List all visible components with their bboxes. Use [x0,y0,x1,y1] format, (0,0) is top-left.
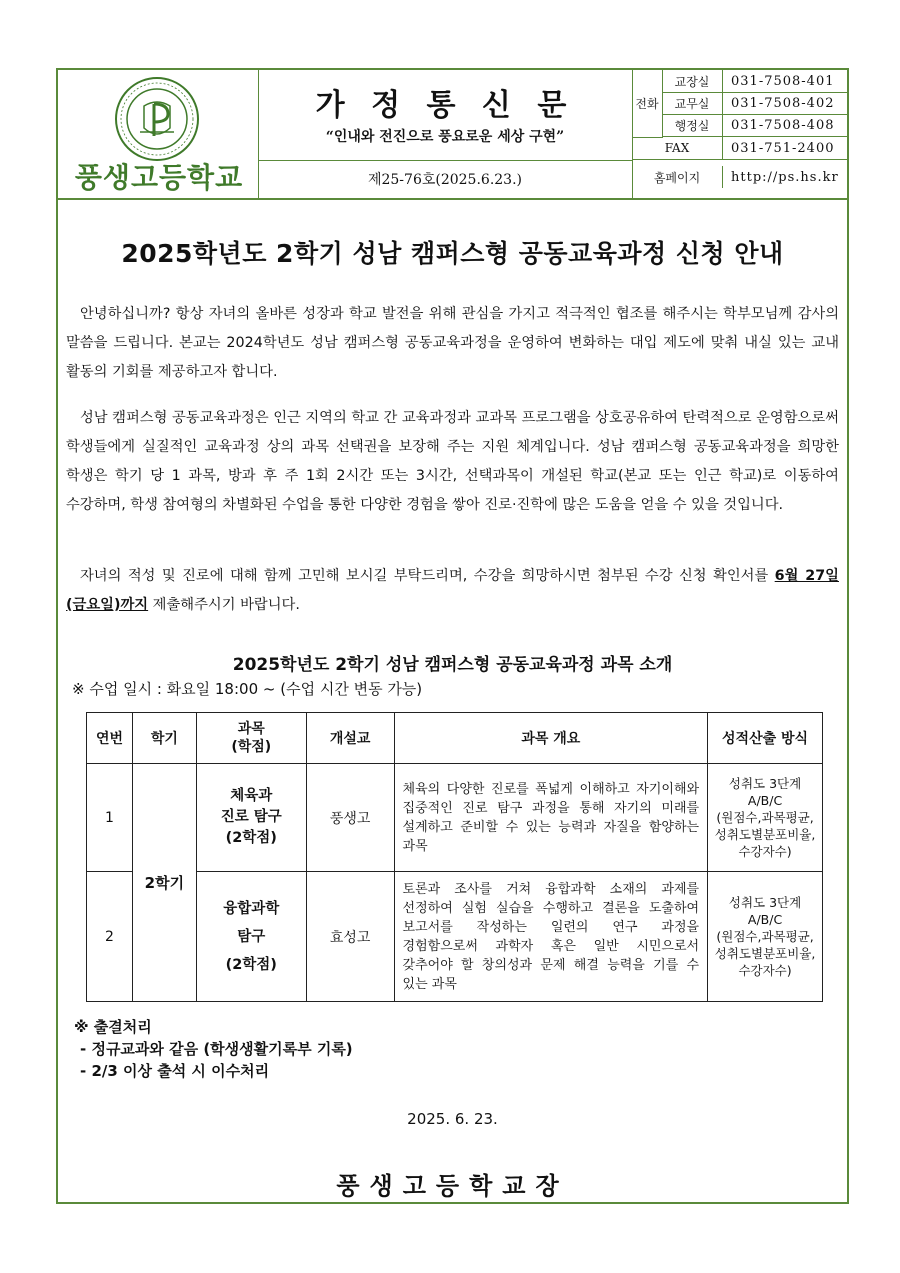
school-name: 풍생고등학교 [74,161,244,194]
grading-line: 성취도 3단계 [728,895,802,910]
attendance-item: - 2/3 이상 출석 시 이수처리 [80,1062,270,1080]
row-term: 2학기 [132,764,196,1002]
row-grading [708,872,823,1002]
row-school: 풍생고 [306,764,394,872]
col-subject-line: 과목 [237,721,265,737]
row-overview: 체육의 다양한 진로를 폭넓게 이해하고 자기이해와 집중적인 진로 탐구 과정을 통해 자기의 미래를 설계하고 준비할 수 있는 능력과 자질을 함양하는 과목 [394,764,708,872]
contact-table [632,70,847,198]
subject-line: (2학점) [225,830,277,846]
principal-signature: 풍생고등학교장 [336,1171,569,1200]
subject-line: 진로 탐구 [220,809,282,825]
contact-value: 031-7508-401 [731,73,835,89]
class-schedule: ※ 수업 일시 : 화요일 18:00 ~ (수업 시간 변동 가능) [72,680,423,698]
grading-line: (원점수,과목평균,성취도별분포비율,수강자수) [714,810,816,859]
fax-label: FAX [632,137,723,159]
contact-row-academic [662,92,847,115]
tel-label: 전화 [632,70,663,138]
notice-date: 2025. 6. 23. [407,1110,498,1128]
course-section-title: 2025학년도 2학기 성남 캠퍼스형 공동교육과정 과목 소개 [232,655,673,675]
paragraph-text: 자녀의 적성 및 진로에 대해 함께 고민해 보시길 부탁드리며, 수강을 희망하시면 첨부된 수강 신청 확인서를 [80,568,775,584]
school-motto: “인내와 전진으로 풍요로운 세상 구현” [325,129,565,145]
newsletter-title: 가 정 통 신 문 [315,88,575,123]
fax-value: 031-751-2400 [731,140,835,156]
paragraph-description [66,404,839,520]
row-grading [708,764,823,872]
contact-value: 031-7508-408 [731,117,835,133]
table-header-row [87,713,823,764]
main-title: 2025학년도 2학기 성남 캠퍼스형 공동교육과정 신청 안내 [121,239,784,268]
contact-row-fax [632,137,847,160]
contact-row-principal [662,70,847,93]
notice-frame [56,68,849,1204]
col-overview: 과목 개요 [394,713,708,764]
logo-area [58,70,259,198]
deadline: 6월 27일(금요일)까지 [66,568,839,613]
issue-area [258,160,633,198]
letterhead [58,70,847,200]
grading-line: 성취도 3단계 [728,776,802,791]
homepage-link[interactable]: http://ps.hs.kr [731,169,839,185]
attendance-notes [74,1016,353,1082]
subject-line: 탐구 [237,928,266,945]
col-no: 연번 [87,713,133,764]
col-school: 개설교 [306,713,394,764]
row-no: 2 [87,872,133,1002]
attendance-item: - 정규교과와 같음 (학생생활기록부 기록) [80,1040,353,1058]
subject-line: (2학점) [225,956,277,973]
contact-label: 행정실 [662,114,723,136]
attendance-title: ※ 출결처리 [74,1018,152,1036]
paragraph-text: 안녕하십니까? 항상 자녀의 올바른 성장과 학교 발전을 위해 관심을 가지고 적극적인 협조를 해주시는 학부모님께 감사의 말씀을 드립니다. 본교는 2024학년도 성남 캠퍼스형 공동교육과정을 운영하여 변화하는 대입 제도에 맞춰 내실 있는 교내 활동의 기회를 제공하고자 합니다. [66,306,839,380]
row-subject [196,764,306,872]
contact-row-admin [662,114,847,137]
contact-row-homepage [632,166,847,188]
school-emblem-icon [114,76,200,162]
row-overview: 토론과 조사를 거쳐 융합과학 소재의 과제를 선정하여 실험 실습을 수행하고 결론을 도출하여 보고서를 작성하는 일련의 연구 과정을 경험함으로써 과학자 혹은 일반 시민으로서 갖추어야 할 창의성과 문제 해결 능력을 기를 수 있는 과목 [394,872,708,1002]
paragraph-text: 성남 캠퍼스형 공동교육과정은 인근 지역의 학교 간 교육과정과 교과목 프로그램을 상호공유하여 탄력적으로 운영함으로써 학생들에게 실질적인 교육과정 상의 과목 선택권을 보장해 주는 지원 체계입니다. 성남 캠퍼스형 공동교육과정을 희망한 학생은 학기 당 1 과목, 방과 후 주 1회 2시간 또는 3시간, 선택과목이 개설된 학교(본교 또는 인근 학교)로 이동하여 수강하며, 학생 참여형의 차별화된 수업을 통한 다양한 경험을 쌓아 진로·진학에 많은 도움을 얻을 수 있을 것입니다. [66,410,839,513]
contact-label: 교장실 [662,70,723,92]
paragraph-text: 제출해주시기 바랍니다. [148,597,300,613]
row-subject [196,872,306,1002]
grading-line: A/B/C [747,793,783,808]
title-area [258,70,633,161]
grading-line: (원점수,과목평균,성취도별분포비율,수강자수) [714,929,816,978]
grading-line: A/B/C [747,912,783,927]
course-table [86,712,823,1002]
contact-label: 교무실 [662,92,723,114]
paragraph-request [66,562,839,620]
contact-value: 031-7508-402 [731,95,835,111]
subject-line: 융합과학 [223,900,280,917]
issue-number: 제25-76호(2025.6.23.) [367,172,523,188]
paragraph-greeting [66,300,839,387]
row-school: 효성고 [306,872,394,1002]
homepage-label: 홈페이지 [632,166,723,188]
table-row [87,872,823,1002]
col-term: 학기 [132,713,196,764]
subject-line: 체육과 [230,788,273,804]
table-row [87,764,823,872]
col-grading: 성적산출 방식 [708,713,823,764]
col-subject [196,713,306,764]
col-subject-line: (학점) [231,739,272,755]
row-no: 1 [87,764,133,872]
